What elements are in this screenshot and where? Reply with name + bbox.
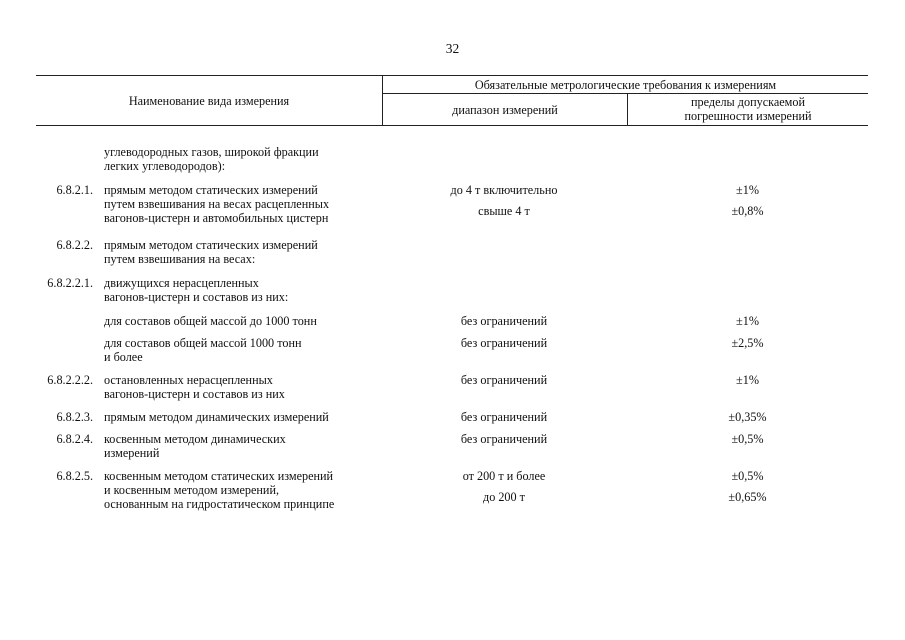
error-limits: [627, 314, 868, 335]
error-limits: [627, 410, 868, 431]
header-error-column: пределы допускаемой погрешности измерений: [684, 95, 812, 123]
measurement-ranges: [382, 314, 626, 335]
measurement-name: прямым методом статических измерений путем взвешивания на весах расцепленных вагонов-цистерн и автомобильных цистерн: [104, 183, 330, 225]
header-bottom-rule: [36, 125, 868, 126]
header-range-column: диапазон измерений: [452, 103, 558, 117]
measurement-ranges: [382, 183, 626, 225]
measurement-name: косвенным методом статических измерений и косвенным методом измерений, основанным на гидростатическом принципе: [104, 469, 335, 511]
page-number: 32: [445, 41, 460, 56]
row-number: 6.8.2.4.: [56, 432, 93, 446]
range-value: свыше 4 т: [478, 204, 530, 218]
range-value: без ограничений: [460, 432, 548, 446]
measurement-name: движущихся нерасцепленных вагонов-цистерн и составов из них:: [104, 276, 289, 304]
measurement-ranges: [382, 432, 626, 453]
measurement-name: углеводородных газов, широкой фракции легких углеводородов):: [104, 145, 319, 173]
measurement-name: прямым методом динамических измерений: [104, 410, 329, 424]
error-limits: [627, 469, 868, 511]
row-number: 6.8.2.1.: [56, 183, 93, 197]
range-value: без ограничений: [460, 373, 548, 387]
error-limits: [627, 373, 868, 394]
measurement-ranges: [382, 469, 626, 511]
row-number: 6.8.2.2.: [56, 238, 93, 252]
header-name-column: Наименование вида измерения: [128, 94, 290, 108]
row-number: 6.8.2.3.: [56, 410, 93, 424]
measurement-ranges: [382, 373, 626, 394]
header-requirements-group: Обязательные метрологические требования к измерениям: [474, 78, 777, 92]
measurement-name: косвенным методом динамических измерений: [104, 432, 286, 460]
row-number: 6.8.2.2.2.: [47, 373, 93, 387]
error-limits: [627, 336, 868, 357]
error-value: ±1%: [736, 314, 759, 328]
measurement-name: для составов общей массой до 1000 тонн: [104, 314, 317, 328]
measurement-name: прямым методом статических измерений путем взвешивания на весах:: [104, 238, 318, 266]
error-value: ±0,8%: [731, 204, 764, 218]
measurement-ranges: [382, 410, 626, 431]
measurement-name: для составов общей массой 1000 тонн и более: [104, 336, 302, 364]
error-value: ±0,5%: [731, 469, 764, 483]
error-value: ±1%: [736, 183, 759, 197]
error-value: ±2,5%: [731, 336, 764, 350]
range-value: без ограничений: [460, 314, 548, 328]
range-value: без ограничений: [460, 336, 548, 350]
error-value: ±0,5%: [731, 432, 764, 446]
range-value: от 200 т и более: [462, 469, 546, 483]
measurement-name: остановленных нерасцепленных вагонов-цистерн и составов из них: [104, 373, 285, 401]
error-limits: [627, 432, 868, 453]
table-top-rule: [36, 75, 868, 76]
error-value: ±0,65%: [728, 490, 767, 504]
measurement-ranges: [382, 336, 626, 357]
row-number: 6.8.2.2.1.: [47, 276, 93, 290]
row-number: 6.8.2.5.: [56, 469, 93, 483]
header-group-rule: [382, 93, 868, 94]
range-value: до 200 т: [483, 490, 525, 504]
error-value: ±1%: [736, 373, 759, 387]
error-value: ±0,35%: [728, 410, 767, 424]
range-value: до 4 т включительно: [450, 183, 558, 197]
error-limits: [627, 183, 868, 225]
range-value: без ограничений: [460, 410, 548, 424]
